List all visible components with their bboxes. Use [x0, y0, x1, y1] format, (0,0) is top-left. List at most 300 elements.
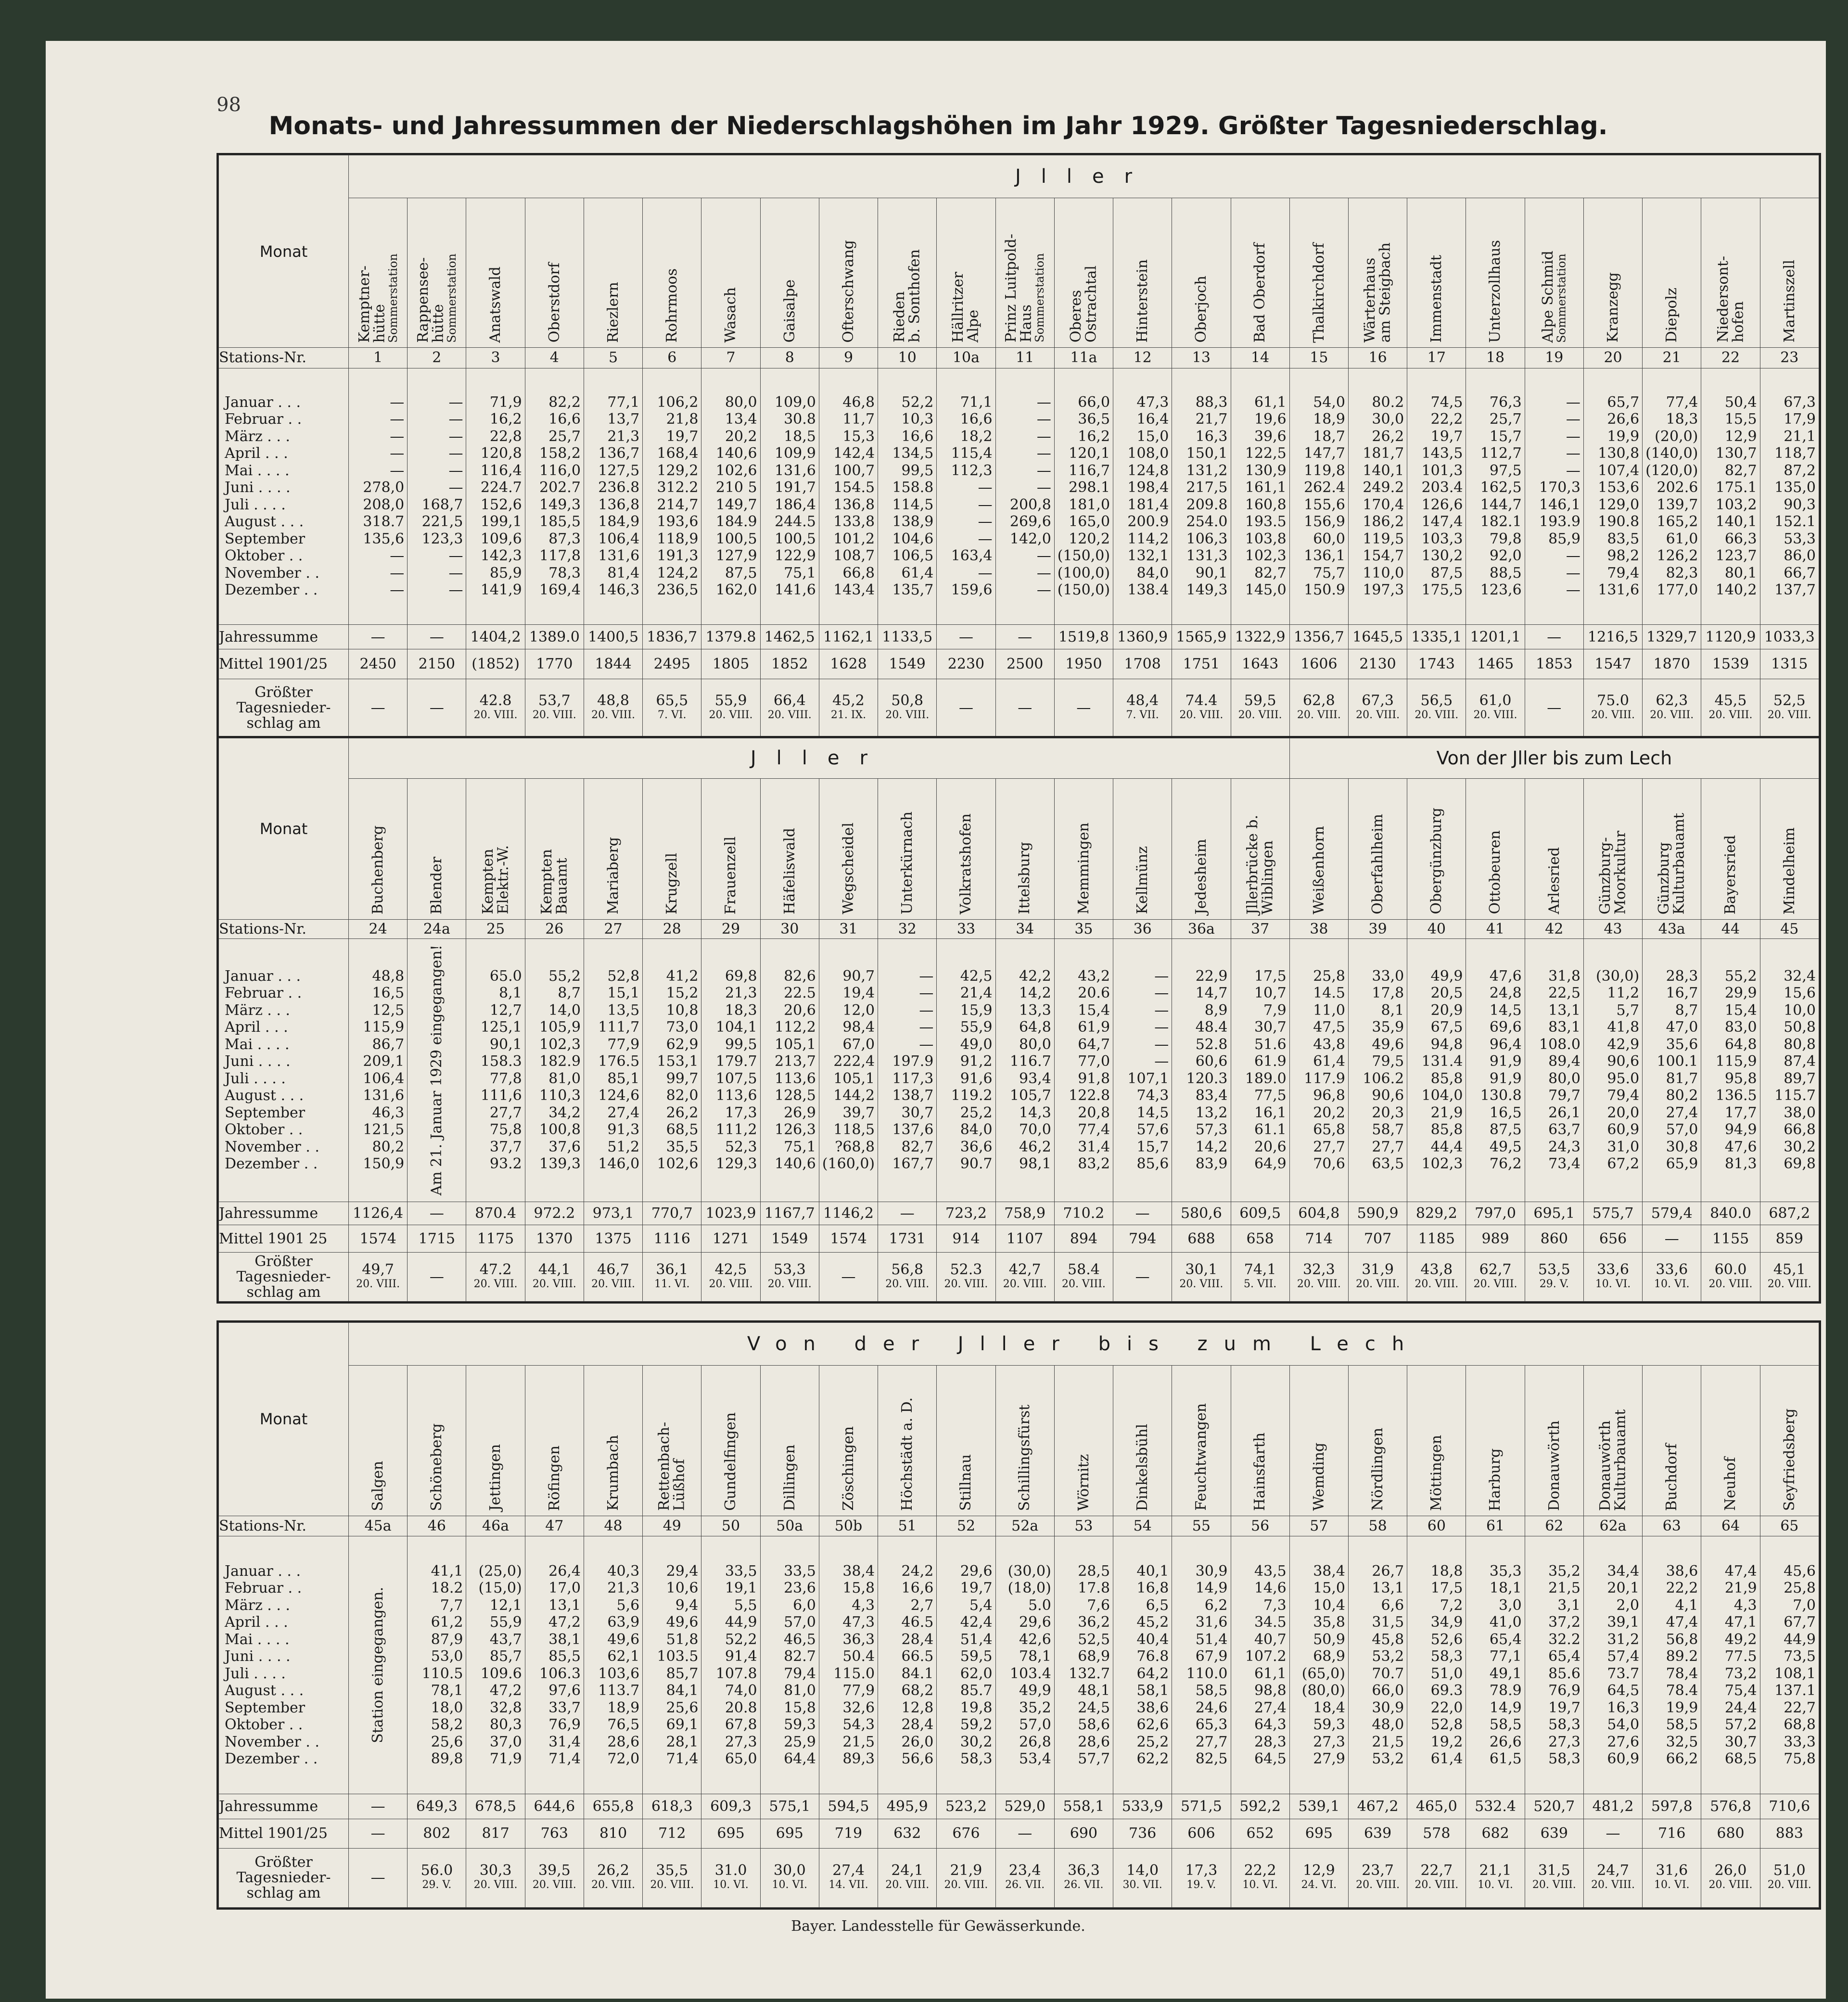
monthly-values	[1407, 938, 1466, 1202]
station-name-line: Mindelheim	[1781, 827, 1798, 914]
monthly-value: (25,0)	[478, 1562, 522, 1580]
max-daily-cell	[1760, 679, 1819, 737]
monthly-value: 95,8	[1724, 1070, 1757, 1087]
monthly-values	[878, 938, 937, 1202]
station-number: 21	[1643, 348, 1701, 368]
monthly-value: 52,8	[1430, 1716, 1463, 1734]
station-name-cell	[584, 778, 642, 919]
monthly-value: 77,0	[1078, 1053, 1110, 1070]
monthly-value: 18,8	[1430, 1562, 1463, 1580]
monthly-value: 27,4	[1254, 1699, 1287, 1716]
monthly-value: 100.1	[1657, 1053, 1698, 1070]
station-number: 36a	[1172, 919, 1231, 938]
monthly-values	[937, 368, 995, 625]
max-daily-value: 74,1	[1244, 1261, 1276, 1278]
monthly-values	[408, 1536, 466, 1794]
stations-nr-label: Stations-Nr.	[219, 348, 349, 368]
monthly-value: 21,5	[1372, 1733, 1404, 1750]
monthly-value: —	[1036, 428, 1051, 445]
month-label: November . .	[225, 1138, 319, 1155]
max-daily-cell	[878, 1849, 937, 1908]
monthly-value: 111,6	[480, 1087, 522, 1104]
monthly-value: 15,0	[1136, 428, 1169, 445]
station-name-cell	[1054, 1366, 1113, 1516]
monthly-value: 52.8	[1195, 1036, 1228, 1053]
monthly-value: —	[390, 445, 405, 462]
station-name-line: Harburg	[1487, 1448, 1504, 1511]
monthly-value: 29,6	[960, 1562, 993, 1580]
max-daily-value: 21,9	[950, 1862, 982, 1879]
monthly-value: 79,8	[1489, 530, 1522, 547]
monthly-value: 64,4	[784, 1750, 816, 1768]
monthly-value: 35,6	[1666, 1036, 1698, 1053]
station-name-line: Kulturbauamt	[1612, 1409, 1629, 1511]
monthly-value: 47,4	[1666, 1614, 1698, 1631]
max-daily-value: 50,8	[891, 692, 924, 710]
monthly-values	[701, 938, 760, 1202]
monthly-value: 65,3	[1195, 1716, 1228, 1734]
groesster-label: Größter Tagesnieder-schlag am	[219, 679, 349, 737]
monthly-value: 63,7	[1548, 1121, 1580, 1139]
monthly-value: 39,1	[1607, 1614, 1640, 1631]
max-daily-value: —	[1018, 699, 1032, 717]
monthly-values	[1289, 368, 1348, 625]
station-name-cell	[408, 198, 466, 347]
monthly-value: 312.2	[657, 479, 699, 496]
mean-1901-25: 695	[701, 1819, 760, 1848]
mean-1901-25: 680	[1701, 1819, 1760, 1848]
station-name-cell	[1701, 1366, 1760, 1516]
monthly-value: 150.9	[1304, 582, 1345, 599]
mean-1901-25: 2230	[937, 649, 995, 679]
monthly-value: 17.8	[1078, 1580, 1110, 1597]
monthly-value: 77,9	[607, 1036, 640, 1053]
station-number: 7	[701, 348, 760, 368]
river-header: Jller	[349, 155, 1819, 198]
monthly-value: 106,4	[363, 1070, 405, 1087]
monthly-value: 61,1	[1254, 1665, 1287, 1682]
monthly-value: 149,3	[539, 496, 581, 513]
monthly-value: 57,0	[784, 1614, 816, 1631]
monthly-value: 49,6	[607, 1631, 640, 1648]
station-name-line: Rappensee-	[414, 257, 432, 343]
max-daily-value: 26,2	[597, 1862, 629, 1879]
monthly-value: 33,7	[548, 1699, 581, 1716]
month-label: September	[225, 1104, 306, 1121]
month-label: Juli . . . .	[225, 1070, 286, 1087]
max-daily-cell	[878, 1253, 937, 1302]
annual-sum: 1565,9	[1172, 625, 1231, 649]
station-name-line: Sommerstation	[1555, 253, 1568, 343]
mean-1901-25: 1547	[1583, 649, 1642, 679]
monthly-value: 90,6	[1372, 1087, 1404, 1104]
mean-1901-25: 712	[643, 1819, 701, 1848]
mean-1901-25: 695	[1289, 1819, 1348, 1848]
monthly-value: 123,6	[1480, 582, 1522, 599]
annual-sum: 465,0	[1407, 1794, 1466, 1819]
month-label: Dezember . .	[225, 582, 318, 599]
month-label: September	[225, 1699, 306, 1716]
monthly-value: 16,5	[1489, 1104, 1522, 1121]
max-daily-cell	[701, 1849, 760, 1908]
monthly-values	[1466, 938, 1525, 1202]
max-daily-cell	[1466, 1849, 1525, 1908]
max-daily-value: 17,3	[1185, 1862, 1218, 1879]
station-name-cell	[1466, 198, 1525, 347]
monthly-values	[995, 1536, 1054, 1794]
annual-sum: 1335,1	[1407, 625, 1466, 649]
station-name-line: Moorkultur	[1612, 830, 1629, 914]
monthly-value: 120,2	[1069, 530, 1110, 547]
monthly-value: 107.2	[1245, 1648, 1287, 1665]
monat-header: Monat	[219, 738, 349, 920]
monthly-value: 22,9	[1195, 967, 1228, 985]
station-name	[1055, 823, 1113, 914]
monthly-value: 176.5	[598, 1053, 640, 1070]
station-name-line: Diepolz	[1663, 288, 1681, 343]
max-daily-value: 31,5	[1538, 1862, 1570, 1879]
monthly-values	[1701, 1536, 1760, 1794]
mean-1901-25: 802	[408, 1819, 466, 1848]
monthly-value: 140,6	[715, 445, 757, 462]
station-number: 62a	[1583, 1516, 1642, 1536]
station-name-line: Günzburg-	[1597, 837, 1614, 914]
monthly-value: 17,0	[548, 1580, 581, 1597]
monthly-value: 43,7	[489, 1631, 522, 1648]
month-labels	[219, 938, 349, 1202]
max-daily-value: 75.0	[1597, 692, 1629, 710]
mean-1901-25: 658	[1231, 1225, 1289, 1253]
monthly-values	[1760, 368, 1819, 625]
mean-1901-25: 763	[525, 1819, 584, 1848]
monthly-value: 16,6	[548, 411, 581, 428]
monthly-value: —	[1036, 582, 1051, 599]
station-name	[1290, 1443, 1348, 1511]
monthly-value: 22,8	[489, 428, 522, 445]
max-daily-cell	[1113, 1253, 1172, 1302]
monthly-value: 102,3	[1245, 547, 1287, 565]
monthly-value: 62,1	[607, 1648, 640, 1665]
monthly-value: 73,0	[666, 1019, 699, 1036]
station-number: 10a	[937, 348, 995, 368]
annual-sum: 1120,9	[1701, 625, 1760, 649]
mean-1901-25: 1271	[701, 1225, 760, 1253]
monthly-value: 98,2	[1607, 547, 1640, 565]
month-labels	[219, 1536, 349, 1794]
monthly-value: 31,2	[1607, 1631, 1640, 1648]
monthly-value: 82,3	[1666, 564, 1698, 582]
monthly-value: 50,9	[1313, 1631, 1345, 1648]
mean-1901-25: 1606	[1289, 649, 1348, 679]
max-daily-value: 23,7	[1362, 1862, 1394, 1879]
monthly-value: 19,9	[1666, 1699, 1698, 1716]
monthly-value: 27,6	[1607, 1733, 1640, 1750]
max-daily-value: 66,4	[773, 692, 806, 710]
station-name-line: Seyfriedsberg	[1781, 1408, 1798, 1511]
monthly-value: 18,7	[1313, 428, 1345, 445]
monthly-value: 105,1	[774, 1036, 816, 1053]
station-name-line: Thalkirchdorf	[1310, 242, 1327, 343]
max-daily-date: 20. VIII.	[473, 1879, 518, 1891]
station-name	[1466, 830, 1524, 914]
monthly-value: 78,1	[1019, 1648, 1051, 1665]
monthly-value: 77.5	[1724, 1648, 1757, 1665]
monthly-value: 140,1	[1715, 513, 1757, 531]
monthly-value: 7,9	[1263, 1001, 1287, 1019]
station-number: 8	[760, 348, 819, 368]
mean-1901-25: 1628	[819, 649, 878, 679]
monthly-value: 100,7	[833, 462, 875, 479]
station-name-line: Bauamt	[553, 858, 571, 914]
monthly-value: 14,9	[1195, 1580, 1228, 1597]
max-daily-cell	[1583, 1253, 1642, 1302]
station-number: 50a	[760, 1516, 819, 1536]
max-daily-date: 20. VIII.	[885, 709, 930, 722]
monthly-value: 64,2	[1136, 1665, 1169, 1682]
annual-sum: 1404,2	[466, 625, 525, 649]
station-number: 57	[1289, 1516, 1348, 1536]
station-number: 23	[1760, 348, 1819, 368]
monthly-value: 113,6	[715, 1087, 757, 1104]
monthly-value: 33,3	[1784, 1733, 1816, 1750]
annual-sum: 523,2	[937, 1794, 995, 1819]
monthly-value: 110,3	[539, 1087, 581, 1104]
max-daily-date: 20. VIII.	[650, 1879, 694, 1891]
monthly-value: 78,1	[431, 1682, 463, 1699]
monthly-value: 15,6	[1784, 985, 1816, 1002]
monthly-value: 73,2	[1724, 1665, 1757, 1682]
monthly-value: 53,0	[431, 1648, 463, 1665]
monthly-value: 66,0	[1372, 1682, 1404, 1699]
monthly-value: 129,3	[715, 1155, 757, 1173]
station-name	[937, 1454, 995, 1511]
max-daily-date: 20. VIII.	[356, 1278, 400, 1290]
station-name	[1701, 256, 1759, 342]
monthly-value: 3,0	[1498, 1597, 1522, 1614]
monthly-value: 67,3	[1784, 393, 1816, 411]
monthly-value: 199,1	[480, 513, 522, 531]
jahressumme-label: Jahressumme	[219, 1794, 349, 1819]
annual-sum: 609,3	[701, 1794, 760, 1819]
mean-1901-25: 1315	[1760, 649, 1819, 679]
station-name-cell	[1466, 1366, 1525, 1516]
monthly-values	[937, 1536, 995, 1794]
max-daily-date: 29. V.	[1539, 1278, 1569, 1290]
station-name	[1172, 839, 1230, 914]
station-name-line: Riezlern	[604, 281, 622, 343]
monthly-value: 21,7	[1195, 411, 1228, 428]
station-name	[996, 1405, 1054, 1511]
mean-1901-25: 1770	[525, 649, 584, 679]
monthly-value: 35,2	[1548, 1562, 1580, 1580]
monthly-value: 119,8	[1304, 462, 1345, 479]
station-name-cell	[760, 198, 819, 347]
monthly-value: 52,5	[1078, 1631, 1110, 1648]
monthly-value: (15,0)	[478, 1580, 522, 1597]
monthly-value: 33,5	[725, 1562, 757, 1580]
mean-1901-25: 1751	[1172, 649, 1231, 679]
month-label: Oktober . .	[225, 547, 303, 565]
monthly-value: 43,8	[1313, 1036, 1345, 1053]
monthly-value: 144,7	[1480, 496, 1522, 513]
monthly-value: 87,2	[1784, 462, 1816, 479]
station-number: 45a	[349, 1516, 408, 1536]
station-name-line: Alpe	[965, 310, 982, 343]
station-name	[466, 266, 524, 343]
station-number: 24	[349, 919, 408, 938]
monthly-values	[701, 368, 760, 625]
max-daily-date: 20. VIII.	[709, 709, 753, 722]
monthly-value: 13,7	[607, 411, 640, 428]
precipitation-table	[218, 155, 1819, 738]
month-label: November . .	[225, 564, 319, 582]
monthly-values	[1231, 368, 1289, 625]
monthly-value: 62,9	[666, 1036, 699, 1053]
station-name-cell	[349, 1366, 408, 1516]
monthly-value: 12,9	[1724, 428, 1757, 445]
max-daily-cell	[643, 1253, 701, 1302]
monthly-values	[1643, 1536, 1701, 1794]
monthly-value: 15,7	[1136, 1138, 1169, 1155]
monthly-value: —	[1566, 393, 1580, 411]
max-daily-value: 33,6	[1656, 1261, 1688, 1278]
max-daily-cell	[701, 679, 760, 737]
station-name	[761, 279, 819, 342]
annual-sum: 1519,8	[1054, 625, 1113, 649]
monthly-value: 197,3	[1363, 582, 1404, 599]
monthly-value: 122.8	[1069, 1087, 1110, 1104]
monthly-value: 27,4	[607, 1104, 640, 1121]
monthly-value: 136,8	[598, 496, 640, 513]
monthly-value: —	[390, 462, 405, 479]
annual-sum: 870.4	[466, 1202, 525, 1225]
max-daily-cell	[1348, 1253, 1407, 1302]
mittel-label: Mittel 1901/25	[219, 649, 349, 679]
river-header-iller-lech: Von der Jller bis zum Lech	[1289, 738, 1819, 779]
monthly-value: 55,9	[960, 1019, 993, 1036]
month-label: Juni . . . .	[225, 479, 291, 496]
station-name-cell	[1348, 1366, 1407, 1516]
monthly-values	[1113, 938, 1172, 1202]
monthly-values	[1760, 1536, 1819, 1794]
annual-sum: 723,2	[937, 1202, 995, 1225]
monthly-value: 89,3	[842, 1750, 875, 1768]
mean-1901-25: —	[1643, 1225, 1701, 1253]
monthly-values	[760, 938, 819, 1202]
station-name-line: Unterkürnach	[898, 811, 916, 914]
monthly-value: —	[978, 479, 993, 496]
monthly-values	[1289, 1536, 1348, 1794]
monthly-value: 165,0	[1069, 513, 1110, 531]
station-number: 56	[1231, 1516, 1289, 1536]
max-daily-date: 20. VIII.	[1591, 709, 1635, 722]
monthly-value: (20,0)	[1655, 428, 1698, 445]
monthly-value: —	[390, 428, 405, 445]
station-name-line: Möttingen	[1428, 1434, 1445, 1511]
station-name-line: Hinterstein	[1134, 259, 1151, 343]
monthly-value: 88,3	[1195, 393, 1228, 411]
stations-nr-label: Stations-Nr.	[219, 1516, 349, 1536]
mean-1901-25: (1852)	[466, 649, 525, 679]
station-name-line: Bad Oberdorf	[1251, 243, 1269, 343]
monthly-value: 5,7	[1616, 1001, 1640, 1019]
monthly-value: 55,9	[489, 1614, 522, 1631]
max-daily-date: 20. VIII.	[1297, 1278, 1341, 1290]
annual-sum: 1201,1	[1466, 625, 1525, 649]
max-daily-date: 10. VI.	[1478, 1879, 1513, 1891]
monthly-value: 25,2	[1136, 1733, 1169, 1750]
monthly-value: 67,0	[842, 1036, 875, 1053]
monthly-value: —	[448, 564, 463, 582]
station-number: 11	[995, 348, 1054, 368]
monthly-value: (120,0)	[1645, 462, 1698, 479]
monthly-value: 132,1	[1127, 547, 1169, 565]
month-label: Dezember . .	[225, 1155, 318, 1173]
max-daily-value: 32,3	[1302, 1261, 1335, 1278]
station-name-cell	[1466, 778, 1525, 919]
monthly-value: 12,1	[489, 1597, 522, 1614]
monthly-value: 108,0	[1127, 445, 1169, 462]
max-daily-cell	[1054, 1253, 1113, 1302]
monthly-value: —	[1036, 445, 1051, 462]
monthly-value: 57,0	[1666, 1121, 1698, 1139]
annual-sum: 1133,5	[878, 625, 937, 649]
monthly-value: 64,5	[1254, 1750, 1287, 1768]
monthly-value: 53,2	[1372, 1750, 1404, 1768]
monthly-value: 158.8	[892, 479, 934, 496]
page-number: 98	[217, 94, 241, 116]
monthly-value: 9,4	[675, 1597, 699, 1614]
annual-sum: 678,5	[466, 1794, 525, 1819]
monthly-value: 213,7	[774, 1053, 816, 1070]
monthly-value: 20,9	[1430, 1001, 1463, 1019]
monthly-value: 46,5	[784, 1631, 816, 1648]
monthly-value: 190.8	[1598, 513, 1640, 531]
mean-1901-25: 1743	[1407, 649, 1466, 679]
station-name	[1172, 276, 1230, 342]
station-name	[1584, 272, 1642, 342]
monthly-values	[1643, 938, 1701, 1202]
station-number: 42	[1525, 919, 1583, 938]
monthly-value: 47,3	[1136, 393, 1169, 411]
monthly-value: 77,5	[1254, 1087, 1287, 1104]
max-daily-cell	[1113, 1849, 1172, 1908]
monthly-values	[760, 368, 819, 625]
monthly-value: 52,2	[901, 393, 934, 411]
month-label: Februar . .	[225, 985, 302, 1002]
monthly-value: 135,0	[1774, 479, 1816, 496]
monthly-value: 42,9	[1607, 1036, 1640, 1053]
monthly-value: 55,2	[548, 967, 581, 985]
station-number: 31	[819, 919, 878, 938]
monthly-value: 20.6	[1078, 985, 1110, 1002]
max-daily-date: 10. VI.	[1654, 1879, 1690, 1891]
monthly-value: 116,4	[480, 462, 522, 479]
max-daily-date: 20. VIII.	[1003, 1278, 1047, 1290]
footer-credit: Bayer. Landesstelle für Gewässerkunde.	[791, 1918, 1085, 1935]
max-daily-value: 53,5	[1538, 1261, 1570, 1278]
max-daily-value: 30,1	[1185, 1261, 1218, 1278]
monthly-value: 123,3	[421, 530, 463, 547]
monthly-value: 80,0	[1548, 1070, 1580, 1087]
monthly-value: 89.2	[1666, 1648, 1698, 1665]
monthly-value: 130,8	[1598, 445, 1640, 462]
monthly-values	[1113, 368, 1172, 625]
monthly-value: 100,5	[774, 530, 816, 547]
station-name-cell	[1231, 1366, 1289, 1516]
monthly-value: 55,2	[1724, 967, 1757, 985]
max-daily-value: 58.4	[1068, 1261, 1100, 1278]
